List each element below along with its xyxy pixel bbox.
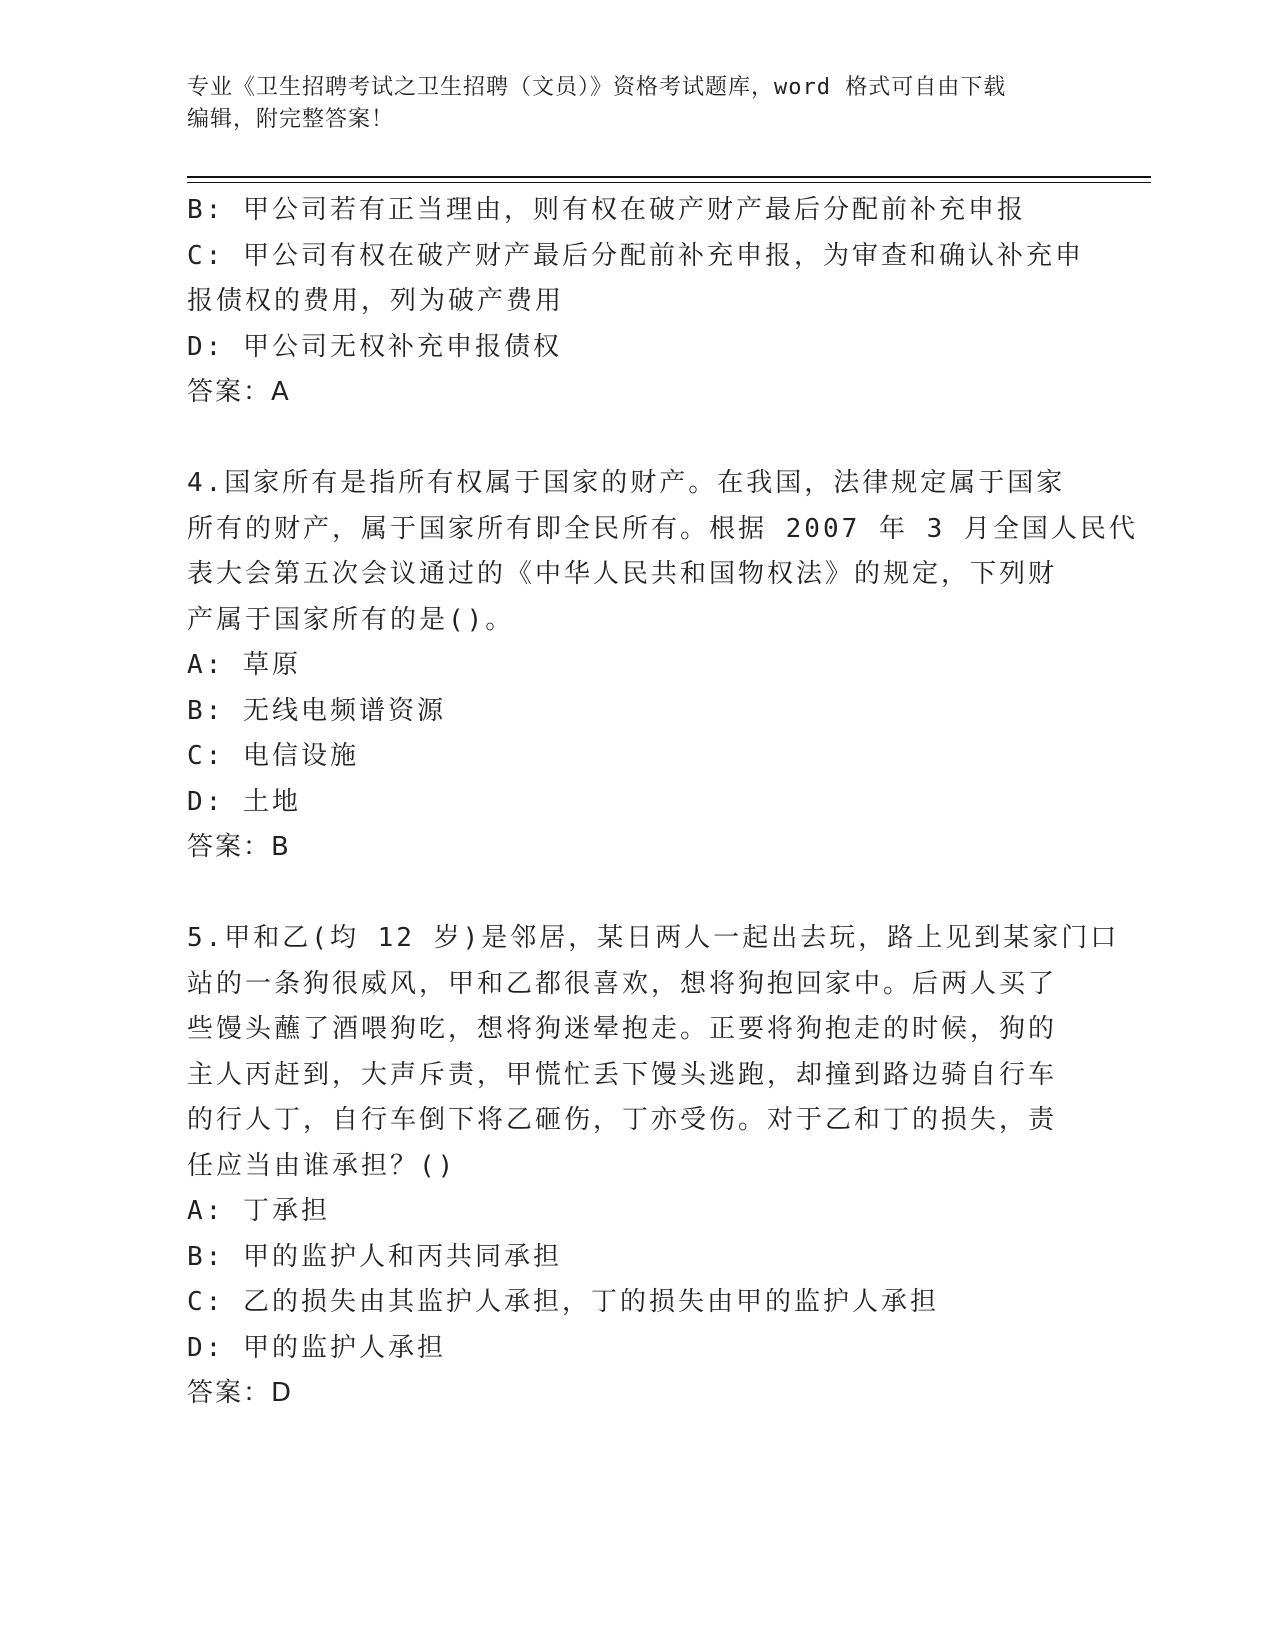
q3-option-c-line-1: C: 甲公司有权在破产财产最后分配前补充申报，为审查和确认补充申 bbox=[187, 240, 1084, 271]
q4-option-d: D: 土地 bbox=[187, 786, 301, 817]
spacer bbox=[187, 871, 1087, 917]
header-rule-thin bbox=[187, 182, 1151, 183]
q4-stem-line-4: 产属于国家所有的是()。 bbox=[187, 604, 515, 635]
q3-option-c-line-2: 报债权的费用，列为破产费用 bbox=[187, 286, 565, 316]
header-line-1: 专业《卫生招聘考试之卫生招聘（文员）》资格考试题库，word 格式可自由下载 bbox=[187, 75, 1007, 100]
q3-option-b: B: 甲公司若有正当理由，则有权在破产财产最后分配前补充申报 bbox=[187, 195, 1026, 225]
question-4 bbox=[187, 461, 1138, 871]
q5-stem-line-6: 任应当由谁承担？() bbox=[187, 1150, 457, 1181]
document-body bbox=[187, 188, 1138, 1417]
spacer bbox=[187, 416, 1087, 462]
q5-option-a: A: 丁承担 bbox=[187, 1196, 330, 1226]
header-rule-thick bbox=[187, 176, 1151, 178]
q5-answer: 答案：D bbox=[187, 1378, 294, 1408]
q4-stem-line-1: 4.国家所有是指所有权属于国家的财产。在我国，法律规定属于国家 bbox=[187, 468, 1066, 498]
q5-stem-line-3: 些馒头蘸了酒喂狗吃，想将狗迷晕抱走。正要将狗抱走的时候，狗的 bbox=[187, 1014, 1058, 1044]
q5-option-d: D: 甲的监护人承担 bbox=[187, 1332, 446, 1363]
q4-answer: 答案：B bbox=[187, 832, 291, 862]
question-3-tail bbox=[187, 188, 1087, 416]
q4-option-a: A: 草原 bbox=[187, 650, 301, 680]
q4-stem-line-3: 表大会第五次会议通过的《中华人民共和国物权法》的规定，下列财 bbox=[187, 559, 1058, 589]
q5-stem-line-4: 主人丙赶到，大声斥责，甲慌忙丢下馒头逃跑，却撞到路边骑自行车 bbox=[187, 1059, 1058, 1090]
document-header bbox=[187, 72, 1067, 136]
question-5 bbox=[187, 916, 1120, 1417]
q4-option-b: B: 无线电频谱资源 bbox=[187, 695, 446, 726]
header-line-2: 编辑，附完整答案！ bbox=[187, 107, 395, 132]
q4-stem-line-2: 所有的财产，属于国家所有即全民所有。根据 2007 年 3 月全国人民代 bbox=[187, 513, 1138, 544]
q5-option-b: B: 甲的监护人和丙共同承担 bbox=[187, 1241, 562, 1272]
q5-stem-line-1: 5.甲和乙(均 12 岁)是邻居，某日两人一起出去玩，路上见到某家门口 bbox=[187, 923, 1120, 953]
q3-option-d: D: 甲公司无权补充申报债权 bbox=[187, 331, 562, 362]
q5-option-c: C: 乙的损失由其监护人承担，丁的损失由甲的监护人承担 bbox=[187, 1287, 939, 1317]
q3-answer: 答案：A bbox=[187, 377, 291, 407]
q5-stem-line-2: 站的一条狗很威风，甲和乙都很喜欢，想将狗抱回家中。后两人买了 bbox=[187, 968, 1058, 999]
q5-stem-line-5: 的行人丁，自行车倒下将乙砸伤，丁亦受伤。对于乙和丁的损失，责 bbox=[187, 1105, 1058, 1135]
q4-option-c: C: 电信设施 bbox=[187, 741, 359, 771]
